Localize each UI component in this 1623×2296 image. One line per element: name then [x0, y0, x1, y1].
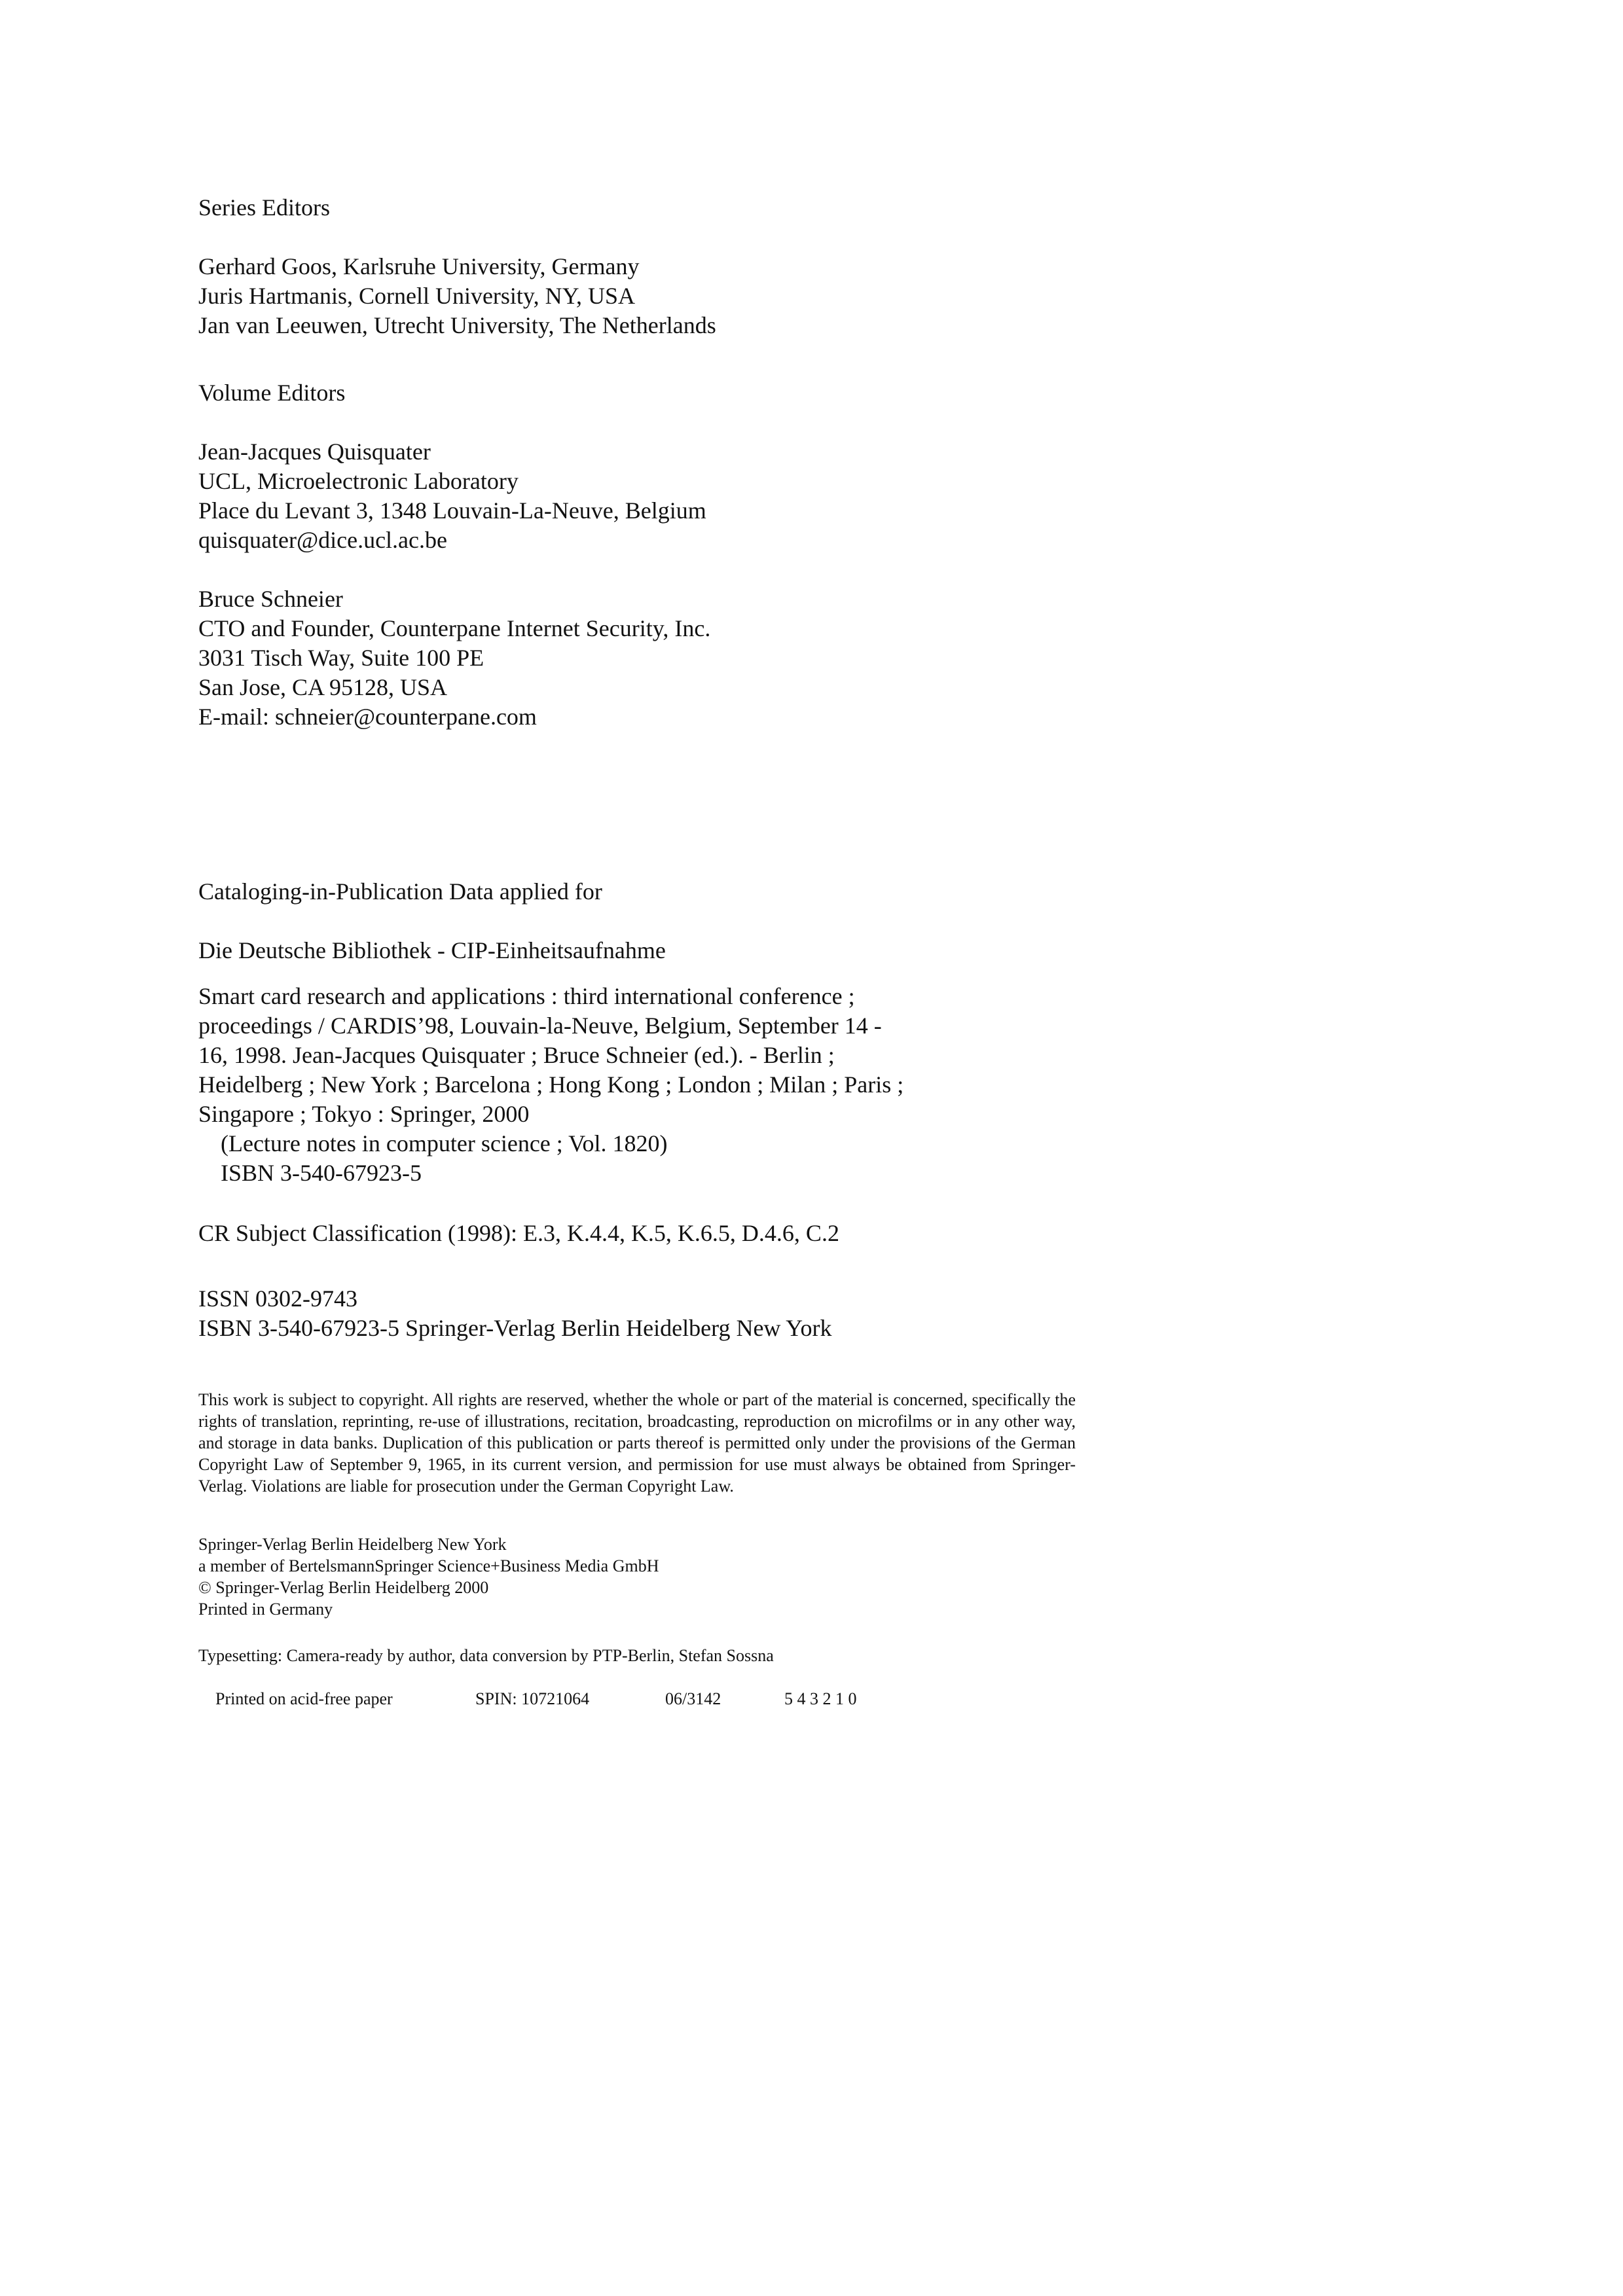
- catalog-series-note: (Lecture notes in computer science ; Vol. 1820): [221, 1130, 668, 1157]
- editor2-email: E-mail: schneier@counterpane.com: [198, 704, 537, 730]
- editor1-address: Place du Levant 3, 1348 Louvain-La-Neuve, Belgium: [198, 497, 706, 524]
- editor1-email: quisquater@dice.ucl.ac.be: [198, 527, 447, 553]
- editor2-affiliation: CTO and Founder, Counterpane Internet Security, Inc.: [198, 615, 711, 641]
- series-editor-goos: Gerhard Goos, Karlsruhe University, Germany: [198, 253, 640, 279]
- editor2-city: San Jose, CA 95128, USA: [198, 674, 448, 700]
- printing-sequence: 5 4 3 2 1 0: [784, 1689, 857, 1708]
- series-editor-van-leeuwen: Jan van Leeuwen, Utrecht University, The Netherlands: [198, 312, 716, 338]
- catalog-record-line-3: 16, 1998. Jean-Jacques Quisquater ; Bruce Schneier (ed.). - Berlin ;: [198, 1042, 835, 1068]
- series-editors-heading: Series Editors: [198, 194, 330, 221]
- series-editor-hartmanis: Juris Hartmanis, Cornell University, NY, USA: [198, 283, 635, 309]
- library-heading: Die Deutsche Bibliothek - CIP-Einheitsaufnahme: [198, 937, 666, 963]
- catalog-isbn-note: ISBN 3-540-67923-5: [221, 1160, 422, 1186]
- editor1-name: Jean-Jacques Quisquater: [198, 439, 431, 465]
- production-code: 06/3142: [665, 1689, 721, 1708]
- volume-editors-heading: Volume Editors: [198, 380, 346, 406]
- catalog-record-line-2: proceedings / CARDIS’98, Louvain-la-Neuve, Belgium, September 14 -: [198, 1013, 882, 1039]
- cr-classification: CR Subject Classification (1998): E.3, K.4.4, K.5, K.6.5, D.4.6, C.2: [198, 1220, 839, 1246]
- copyright-notice: This work is subject to copyright. All rights are reserved, whether the whole or part of the material is concerned, specifically the rights of translation, reprinting, re-use of illustrations, recitation, broadcasting, reproduction on microfilms or in any other way, and storage in data banks. Duplication of this publication or parts thereof is permitted only under the provisions of the German Copyright Law of September 9, 1965, in its current version, and permission for use must always be obtained from Springer-Verlag. Violations are liable for prosecution under the German Copyright Law.: [198, 1390, 1076, 1496]
- editor2-name: Bruce Schneier: [198, 586, 343, 612]
- editor2-street: 3031 Tisch Way, Suite 100 PE: [198, 645, 484, 671]
- printed-in: Printed in Germany: [198, 1600, 333, 1619]
- catalog-record-line-1: Smart card research and applications : third international conference ;: [198, 983, 855, 1009]
- typesetting-note: Typesetting: Camera-ready by author, data conversion by PTP-Berlin, Stefan Sossna: [198, 1646, 774, 1665]
- publisher-copyright: © Springer-Verlag Berlin Heidelberg 2000: [198, 1578, 489, 1597]
- isbn: ISBN 3-540-67923-5 Springer-Verlag Berlin Heidelberg New York: [198, 1315, 832, 1341]
- paper-note: Printed on acid-free paper: [215, 1689, 393, 1708]
- catalog-record-line-5: Singapore ; Tokyo : Springer, 2000: [198, 1101, 530, 1127]
- publisher-line-1: Springer-Verlag Berlin Heidelberg New York: [198, 1535, 507, 1554]
- catalog-record-line-4: Heidelberg ; New York ; Barcelona ; Hong Kong ; London ; Milan ; Paris ;: [198, 1071, 904, 1098]
- printing-info-row: [198, 1666, 857, 1731]
- issn: ISSN 0302-9743: [198, 1285, 358, 1312]
- publisher-line-2: a member of BertelsmannSpringer Science+Business Media GmbH: [198, 1556, 659, 1575]
- spin-number: SPIN: 10721064: [475, 1689, 590, 1708]
- editor1-affiliation: UCL, Microelectronic Laboratory: [198, 468, 519, 494]
- cip-note: Cataloging-in-Publication Data applied for: [198, 878, 602, 905]
